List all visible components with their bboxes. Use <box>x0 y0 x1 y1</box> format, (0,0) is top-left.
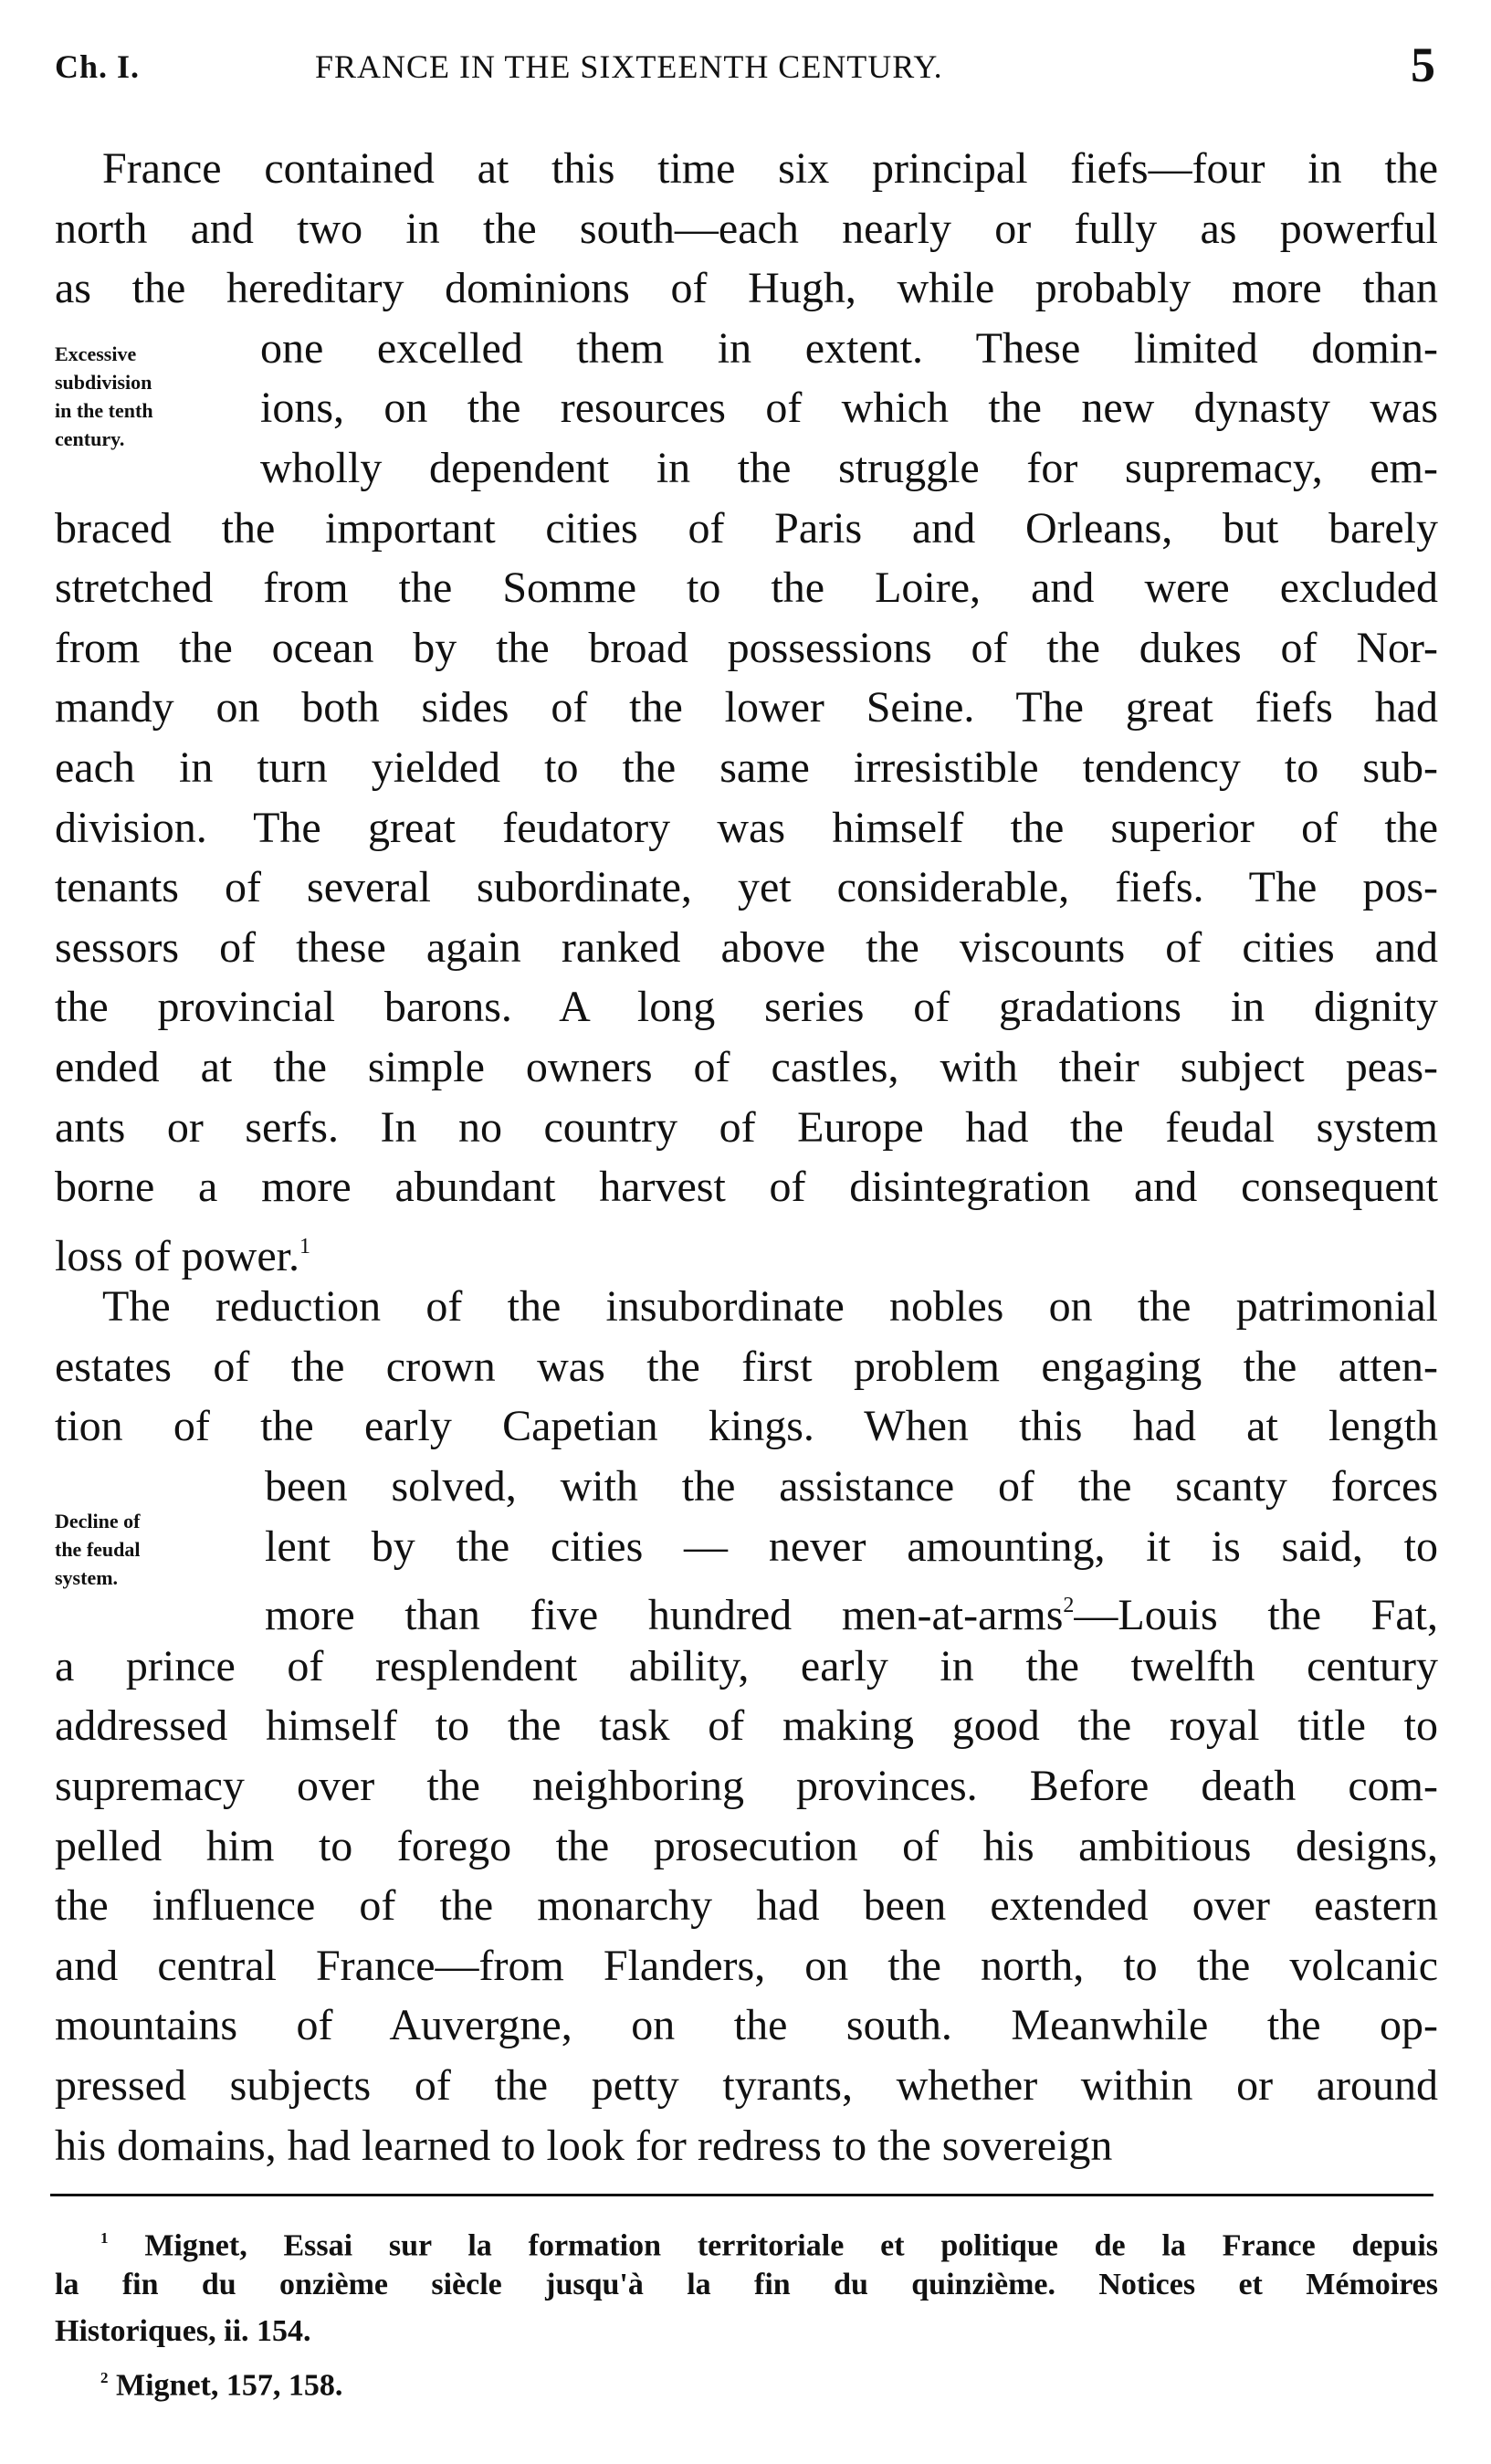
body-line <box>55 1936 1438 1996</box>
body-text <box>55 139 1438 2175</box>
body-line-text: France contained at this time six principal fiefs—four in the <box>102 144 1438 193</box>
footnote-2 <box>55 2354 1438 2401</box>
sidenote-line: system. <box>55 1566 119 1589</box>
footnote-1 <box>55 2215 1438 2261</box>
footnote-text: Mignet, 157, 158. <box>116 2368 343 2403</box>
body-line-text: ions, on the resources of which the new dynasty was <box>260 384 1438 433</box>
body-line <box>55 798 1438 858</box>
body-line-text: braced the important cities of Paris and Orleans, but barely <box>55 503 1438 553</box>
body-line-text: pelled him to forego the prosecution of his ambitious designs, <box>55 1821 1438 1870</box>
body-line <box>55 618 1438 679</box>
body-line-text: more than five hundred men-at-arms <box>265 1591 1064 1640</box>
body-line <box>55 1816 1438 1877</box>
body-line <box>55 499 1438 559</box>
body-line <box>55 558 1438 618</box>
body-line <box>55 1576 1439 1640</box>
body-line-text: the provincial barons. A long series of gradations in dignity <box>55 983 1438 1032</box>
body-line <box>55 1396 1438 1457</box>
body-line-text: division. The great feudatory was himself the superior of the <box>55 803 1438 852</box>
body-line <box>55 918 1438 978</box>
footnote-text: Mignet, Essai sur la formation territoriale et politique de la France depuis <box>144 2228 1438 2263</box>
sidenote-line: subdivision <box>55 371 152 394</box>
body-line <box>55 858 1438 918</box>
body-line-text: one excelled them in extent. These limited domin- <box>260 323 1438 373</box>
body-line <box>55 1457 1438 1517</box>
body-line-text: mountains of Auvergne, on the south. Meanwhile the op- <box>55 2001 1438 2050</box>
body-line <box>55 1157 1438 1217</box>
page-number: 5 <box>1411 37 1436 92</box>
sidenote-line: the feudal <box>55 1538 141 1561</box>
body-line-text: the influence of the monarchy had been extended over eastern <box>55 1881 1438 1931</box>
body-line-text: north and two in the south—each nearly or fully as powerful <box>55 204 1438 253</box>
body-line <box>55 1037 1438 1098</box>
footnote-rule <box>50 2194 1433 2196</box>
body-line-text: tenants of several subordinate, yet considerable, fiefs. The pos- <box>55 863 1438 912</box>
body-line-text: each in turn yielded to the same irresistible tendency to sub- <box>55 742 1438 792</box>
body-line <box>55 1277 1438 1337</box>
body-line-text: tion of the early Capetian kings. When this had at length <box>55 1402 1438 1451</box>
body-line <box>55 139 1438 199</box>
body-line-text: addressed himself to the task of making good the royal title to <box>55 1701 1438 1751</box>
body-line-text: borne a more abundant harvest of disintegration and consequent <box>55 1163 1438 1212</box>
body-line <box>55 438 1438 499</box>
body-line <box>55 977 1438 1037</box>
body-line <box>55 1337 1438 1397</box>
body-line-text: sessors of these again ranked above the viscounts of cities and <box>55 922 1438 972</box>
footnote-ref: 1 <box>299 1234 310 1258</box>
chapter-label: Ch. I. <box>55 48 141 85</box>
body-line <box>55 2116 1438 2176</box>
body-line-text: pressed subjects of the petty tyrants, whether within or around <box>55 2061 1438 2110</box>
body-line <box>55 1876 1438 1936</box>
footnotes <box>55 2215 1438 2401</box>
body-line-text: The reduction of the insubordinate nobles on the patrimonial <box>102 1282 1438 1332</box>
body-line-text: stretched from the Somme to the Loire, and were excluded <box>55 563 1438 613</box>
body-line <box>55 199 1438 259</box>
body-line-text: lent by the cities — never amounting, it is said, to <box>265 1522 1438 1571</box>
footnote-1-cont: la fin du onzième siècle jusqu'à la fin du quinzième. Notices et Mémoires <box>55 2268 1438 2301</box>
body-line <box>55 1637 1438 1697</box>
body-line-text: been solved, with the assistance of the scanty forces <box>265 1462 1438 1511</box>
body-line-text: supremacy over the neighboring provinces. Before death com- <box>55 1762 1438 1811</box>
body-line <box>55 1995 1438 2056</box>
body-line <box>55 319 1438 379</box>
sidenote-line: in the tenth <box>55 399 153 422</box>
body-line-text: as the hereditary dominions of Hugh, while probably more than <box>55 264 1438 313</box>
body-line-text: —Louis the Fat, <box>1074 1591 1439 1640</box>
body-line-text: from the ocean by the broad possessions of the dukes of Nor- <box>55 623 1438 672</box>
body-line-text: ants or serfs. In no country of Europe had the feudal system <box>55 1102 1438 1152</box>
body-line-text: and central France—from Flanders, on the north, to the volcanic <box>55 1941 1438 1990</box>
body-line <box>55 1756 1438 1816</box>
body-line-text: loss of power. <box>55 1231 299 1280</box>
body-line <box>55 1696 1438 1756</box>
body-line <box>55 738 1438 798</box>
footnote-1-cont: Historiques, ii. 154. <box>55 2314 311 2348</box>
body-line-text: mandy on both sides of the lower Seine. The great fiefs had <box>55 683 1438 732</box>
body-line-text: his domains, had learned to look for redress to the sovereign <box>55 2121 1113 2170</box>
footnote-mark: 2 <box>100 2369 109 2386</box>
running-title: FRANCE IN THE SIXTEENTH CENTURY. <box>315 48 943 85</box>
body-line-text: estates of the crown was the first problem engaging the atten- <box>55 1342 1438 1391</box>
footnote-mark: 1 <box>100 2229 109 2247</box>
body-line-text: ended at the simple owners of castles, with their subject peas- <box>55 1042 1438 1091</box>
body-line-text: a prince of resplendent ability, early in the twelfth century <box>55 1641 1438 1690</box>
body-line <box>55 2056 1438 2116</box>
body-line <box>55 678 1438 738</box>
body-line <box>55 258 1438 319</box>
body-line <box>55 378 1438 438</box>
body-line <box>55 1517 1438 1577</box>
footnote-ref: 2 <box>1063 1594 1075 1618</box>
sidenote-line: Excessive <box>55 342 137 365</box>
body-line <box>55 1217 1438 1278</box>
body-line <box>55 1098 1438 1158</box>
sidenote-line: Decline of <box>55 1510 141 1532</box>
body-line-text: wholly dependent in the struggle for supremacy, em- <box>260 443 1438 492</box>
sidenote-line: century. <box>55 427 125 450</box>
